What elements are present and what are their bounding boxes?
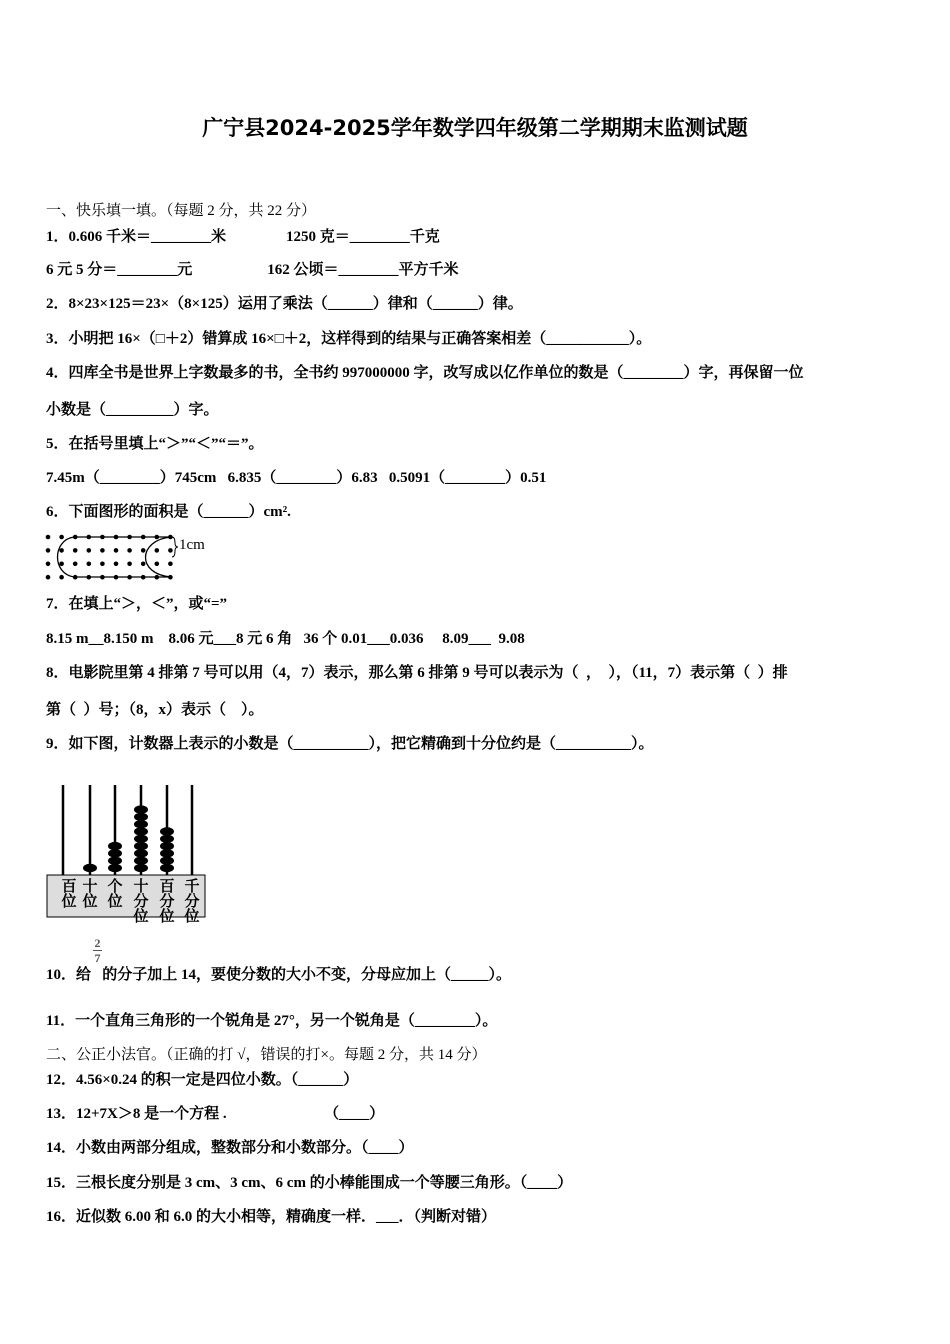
abacus-label: 千分位 bbox=[184, 877, 200, 925]
abacus-bead bbox=[134, 857, 148, 865]
abacus-bead bbox=[134, 835, 148, 843]
grid-dot bbox=[87, 562, 92, 567]
question-line: 11．一个直角三角形的一个锐角是 27°，另一个锐角是（________）。 bbox=[46, 1013, 498, 1029]
grid-dot bbox=[141, 562, 146, 567]
section-heading: 一、快乐填一填。（每题 2 分，共 22 分） bbox=[46, 203, 317, 219]
unit-label: 1cm bbox=[179, 537, 205, 553]
question-line: 13．12+7X＞8 是一个方程 . （____） bbox=[46, 1106, 385, 1122]
grid-dot bbox=[59, 548, 64, 553]
grid-dot bbox=[155, 562, 160, 567]
grid-dot bbox=[59, 575, 64, 580]
section-heading: 二、公正小法官。（正确的打 √，错误的打×。每题 2 分，共 14 分） bbox=[46, 1047, 487, 1063]
grid-dot bbox=[46, 548, 51, 553]
question-line: 第（ ）号；（8，x）表示（ ）。 bbox=[46, 702, 264, 718]
grid-dot bbox=[141, 548, 146, 553]
abacus-bead bbox=[160, 827, 174, 835]
fraction-denominator: 7 bbox=[94, 951, 101, 965]
abacus-bead bbox=[160, 857, 174, 865]
abacus-bead bbox=[134, 827, 148, 835]
grid-dot bbox=[168, 548, 173, 553]
abacus-bead bbox=[134, 842, 148, 850]
abacus-bead bbox=[134, 849, 148, 857]
abacus-label: 百位 bbox=[61, 877, 77, 910]
grid-dot bbox=[46, 535, 51, 540]
grid-dot bbox=[100, 548, 105, 553]
grid-dot bbox=[73, 562, 78, 567]
grid-dot bbox=[46, 562, 51, 567]
fraction-numerator: 2 bbox=[94, 936, 101, 950]
question-line: 6．下面图形的面积是（______）cm². bbox=[46, 504, 291, 520]
abacus-bead bbox=[160, 842, 174, 850]
page-title: 广宁县2024-2025学年数学四年级第二学期期末监测试题 bbox=[202, 116, 748, 140]
abacus-bead bbox=[134, 805, 148, 813]
abacus-label: 十位 bbox=[82, 877, 98, 910]
abacus-bead bbox=[134, 820, 148, 828]
grid-dot bbox=[46, 575, 51, 580]
abacus-bead bbox=[134, 813, 148, 821]
question-line: 小数是（_________）字。 bbox=[46, 402, 219, 418]
dot-grid-figure bbox=[40, 526, 240, 586]
question-line: 5．在括号里填上“＞”“＜”“＝”。 bbox=[46, 436, 264, 452]
abacus-bead bbox=[108, 857, 122, 865]
grid-dot bbox=[114, 562, 119, 567]
question-line: 8.15 m__8.150 m 8.06 元___8 元 6 角 36 个 0.01___0.036 8.09___ 9.08 bbox=[46, 631, 525, 647]
question-line: 14．小数由两部分组成，整数部分和小数部分。（____） bbox=[46, 1140, 414, 1156]
abacus-bead bbox=[108, 864, 122, 872]
abacus-bead bbox=[134, 864, 148, 872]
question-line: 9．如下图，计数器上表示的小数是（__________），把它精确到十分位约是（__________）。 bbox=[46, 736, 654, 752]
grid-dot bbox=[168, 562, 173, 567]
question-line: 10．给 的分子加上 14，要使分数的大小不变，分母应加上（_____）。 bbox=[46, 967, 512, 983]
abacus-bead bbox=[108, 842, 122, 850]
grid-dot bbox=[100, 562, 105, 567]
grid-dot bbox=[127, 562, 132, 567]
grid-dot bbox=[59, 535, 64, 540]
grid-dot bbox=[127, 548, 132, 553]
abacus-bead bbox=[160, 835, 174, 843]
grid-dot bbox=[114, 548, 119, 553]
question-line: 3．小明把 16×（□＋2）错算成 16×□＋2，这样得到的结果与正确答案相差（___________）。 bbox=[46, 331, 652, 347]
question-line: 2．8×23×125＝23×（8×125）运用了乘法（______）律和（______）律。 bbox=[46, 296, 523, 312]
fraction bbox=[93, 937, 102, 964]
grid-dot bbox=[87, 548, 92, 553]
question-line: 4．四库全书是世界上字数最多的书，全书约 997000000 字，改写成以亿作单位的数是（________）字，再保留一位 bbox=[46, 365, 804, 381]
question-line: 16．近似数 6.00 和 6.0 的大小相等，精确度一样．___．（判断对错） bbox=[46, 1209, 497, 1225]
question-line: 15．三根长度分别是 3 cm、3 cm、6 cm 的小棒能围成一个等腰三角形。（____） bbox=[46, 1175, 573, 1191]
question-line: 8．电影院里第 4 排第 7 号可以用（4，7）表示，那么第 6 排第 9 号可以表示为（ ， ），（11，7）表示第（ ）排 bbox=[46, 665, 788, 681]
grid-dot bbox=[73, 548, 78, 553]
grid-dot bbox=[59, 562, 64, 567]
question-line: 7.45m（________）745cm 6.835（________）6.83 0.5091（________）0.51 bbox=[46, 470, 547, 486]
abacus-bead bbox=[83, 864, 97, 872]
question-line: 12．4.56×0.24 的积一定是四位小数。（______） bbox=[46, 1072, 359, 1088]
abacus-bead bbox=[160, 864, 174, 872]
question-line: 1．0.606 千米＝________米 1250 克＝________千克 bbox=[46, 229, 440, 245]
abacus-label: 百分位 bbox=[159, 877, 175, 925]
grid-dot bbox=[155, 548, 160, 553]
abacus-bead bbox=[160, 849, 174, 857]
abacus-bead bbox=[108, 849, 122, 857]
abacus-label: 个位 bbox=[107, 877, 123, 910]
abacus-label: 十分位 bbox=[133, 877, 149, 925]
question-line: 7．在填上“＞，＜”，或“=” bbox=[46, 596, 228, 612]
question-line: 6 元 5 分＝________元 162 公顷＝________平方千米 bbox=[46, 262, 459, 278]
